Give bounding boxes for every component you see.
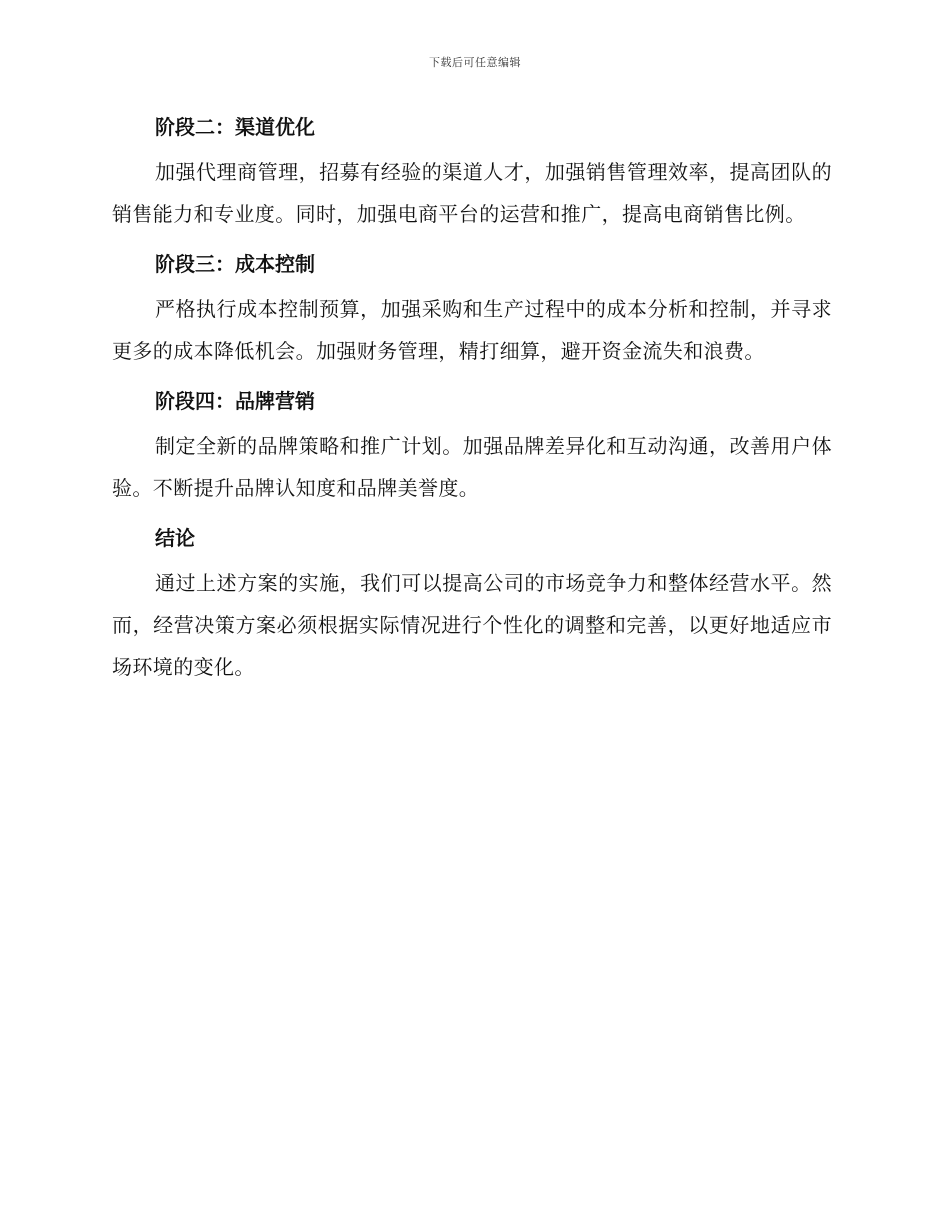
section-heading: 结论	[155, 526, 195, 550]
section-cost-control	[112, 243, 832, 372]
section-conclusion	[112, 517, 832, 688]
section-channel-optimization	[112, 106, 832, 235]
section-paragraph: 通过上述方案的实施，我们可以提高公司的市场竞争力和整体经营水平。然而，经营决策方案必须根据实际情况进行个性化的调整和完善，以更好地适应市场环境的变化。	[112, 571, 832, 679]
section-paragraph: 制定全新的品牌策略和推广计划。加强品牌差异化和互动沟通，改善用户体验。不断提升品牌认知度和品牌美誉度。	[112, 434, 832, 500]
section-brand-marketing	[112, 380, 832, 509]
section-heading: 阶段三：成本控制	[155, 252, 315, 276]
header-note: 下载后可任意编辑	[429, 56, 521, 69]
section-heading: 阶段二：渠道优化	[155, 115, 315, 139]
section-paragraph: 严格执行成本控制预算，加强采购和生产过程中的成本分析和控制，并寻求更多的成本降低机会。加强财务管理，精打细算，避开资金流失和浪费。	[112, 297, 832, 363]
section-heading: 阶段四：品牌营销	[155, 389, 315, 413]
document-body	[112, 106, 832, 696]
section-paragraph: 加强代理商管理，招募有经验的渠道人才，加强销售管理效率，提高团队的销售能力和专业度。同时，加强电商平台的运营和推广，提高电商销售比例。	[112, 160, 832, 226]
